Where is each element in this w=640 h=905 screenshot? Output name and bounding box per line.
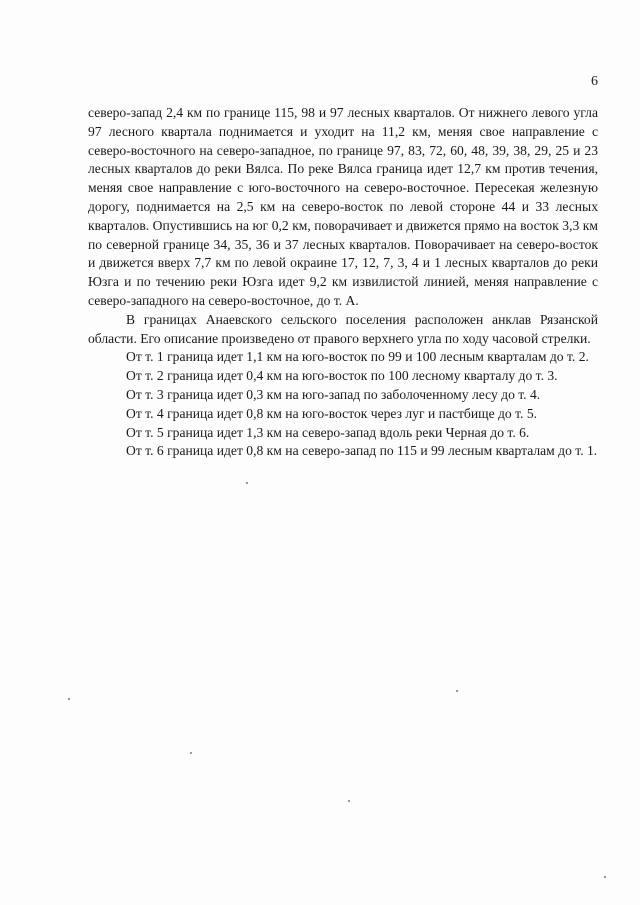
scan-speck <box>246 482 248 484</box>
paragraph-point-6: От т. 6 граница идет 0,8 км на северо-запад по 115 и 99 лесным кварталам до т. 1. <box>126 443 598 459</box>
paragraph-enclave-intro: В границах Анаевского сельского поселения расположен анклав Рязанской области. Его описание произведено от правого верхнего угла по ходу часовой стрелки. <box>88 311 598 346</box>
scan-speck <box>604 876 606 878</box>
page-number: 6 <box>591 74 598 89</box>
paragraph-point-3: От т. 3 граница идет 0,3 км на юго-запад по заболоченному лесу до т. 4. <box>126 386 541 402</box>
paragraph-point-2: От т. 2 граница идет 0,4 км на юго-восток по 100 лесному кварталу до т. 3. <box>126 368 558 384</box>
scan-speck <box>348 800 350 802</box>
document-body <box>88 104 598 461</box>
paragraph-point-4: От т. 4 граница идет 0,8 км на юго-восток через луг и пастбище до т. 5. <box>126 405 538 421</box>
paragraph-point-1: От т. 1 граница идет 1,1 км на юго-восток по 99 и 100 лесным кварталам до т. 2. <box>126 349 589 365</box>
scan-speck <box>456 690 458 692</box>
scan-speck <box>190 752 192 754</box>
scan-speck <box>68 698 70 700</box>
paragraph-point-5: От т. 5 граница идет 1,3 км на северо-запад вдоль реки Черная до т. 6. <box>126 424 530 440</box>
paragraph-boundary-continuation: северо-запад 2,4 км по границе 115, 98 и 97 лесных кварталов. От нижнего левого угла 97 лесного квартала поднимается и уходит на 11,2 км, меняя свое направление с северо-восточного на северо-западное, по границе 97, 83, 72, 60, 48, 39, 38, 29, 25 и 23 лесных кварталов до реки Вялса. По реке Вялса граница идет 12,7 км против течения, меняя свое направление с юго-восточного на северо-восточное. Пересекая железную дорогу, поднимается на 2,5 км на северо-восток по левой стороне 44 и 33 лесных кварталов. Опустившись на юг 0,2 км, поворачивает и движется прямо на восток 3,3 км по северной границе 34, 35, 36 и 37 лесных кварталов. Поворачивает на северо-восток и движется вверх 7,7 км по левой окраине 17, 12, 7, 3, 4 и 1 лесных кварталов до реки Юзга и по течению реки Юзга идет 9,2 км извилистой линией, меняя направление с северо-западного на северо-восточное, до т. А. <box>88 105 598 308</box>
